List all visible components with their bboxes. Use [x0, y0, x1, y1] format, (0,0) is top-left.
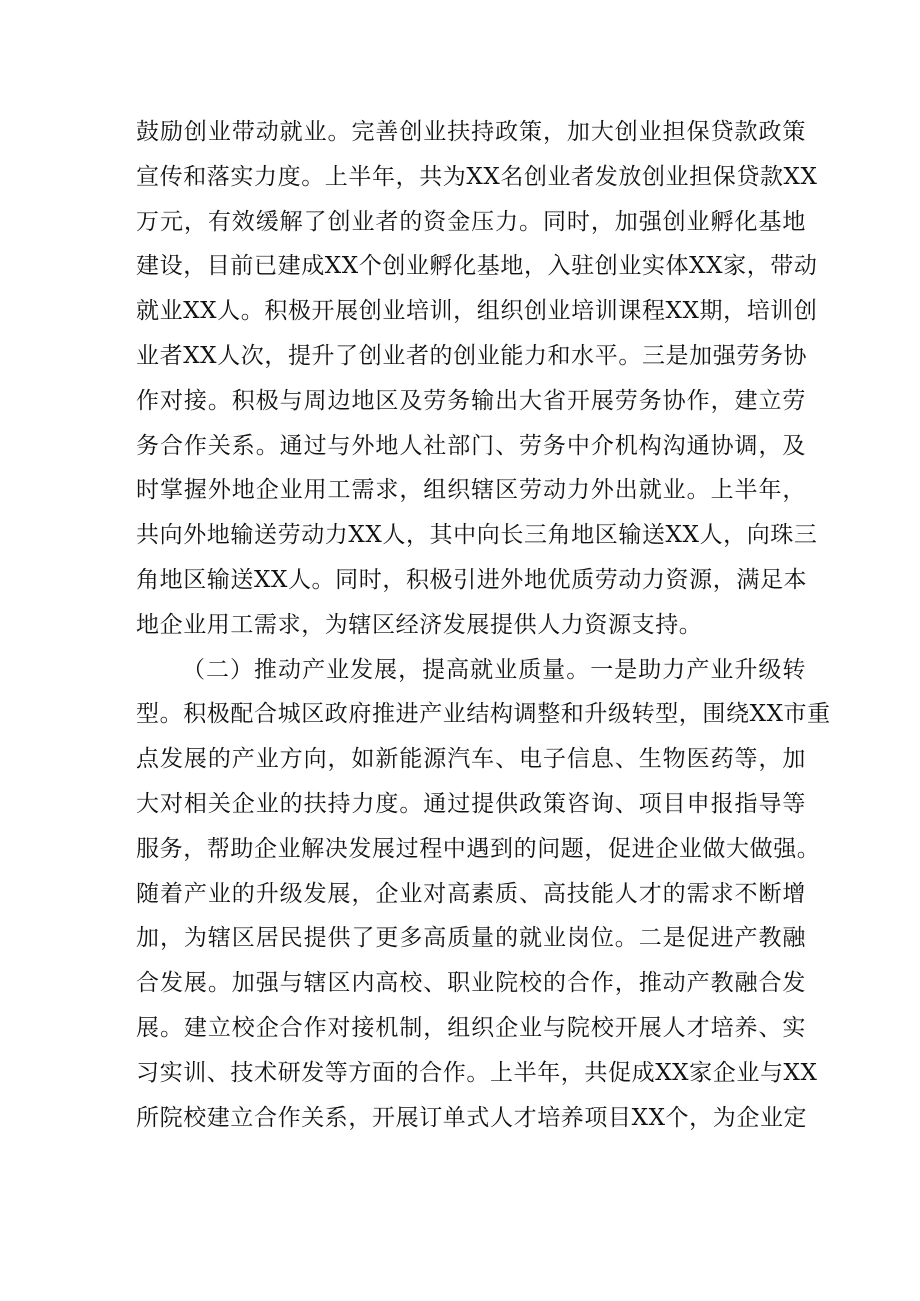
text-line: 展。建立校企合作对接机制，组织企业与院校开展人才培养、实 [136, 1014, 806, 1041]
text-line: 服务，帮助企业解决发展过程中遇到的问题，促进企业做大做强。 [136, 835, 821, 862]
text-line: 随着产业的升级发展，企业对高素质、高技能人才的需求不断增 [136, 880, 806, 907]
text-line: 所院校建立合作关系，开展订单式人才培养项目XX个，为企业定 [136, 1104, 808, 1131]
text-line: 建设，目前已建成XX个创业孵化基地，入驻创业实体XX家，带动 [136, 253, 818, 280]
text-line: 宣传和落实力度。上半年，共为XX名创业者发放创业担保贷款XX [136, 163, 818, 190]
text-line: 鼓励创业带动就业。完善创业扶持政策，加大创业担保贷款政策 [136, 119, 806, 145]
text-line: 加，为辖区居民提供了更多高质量的就业岗位。二是促进产教融 [136, 925, 806, 952]
text-line: 就业XX人。积极开展创业培训，组织创业培训课程XX期，培训创 [136, 298, 818, 325]
text-line: 大对相关企业的扶持力度。通过提供政策咨询、项目申报指导等 [136, 790, 806, 817]
text-line: 习实训、技术研发等方面的合作。上半年，共促成XX家企业与XX [136, 1059, 818, 1086]
text-line: 业者XX人次，提升了创业者的创业能力和水平。三是加强劳务协 [136, 342, 808, 369]
body-text [136, 110, 831, 1140]
text-line: 地企业用工需求，为辖区经济发展提供人力资源支持。 [136, 611, 703, 638]
text-line: 务合作关系。通过与外地人社部门、劳务中介机构沟通协调，及 [136, 432, 806, 459]
text-line: 角地区输送XX人。同时，积极引进外地优质劳动力资源，满足本 [136, 566, 808, 593]
text-line: 合发展。加强与辖区内高校、职业院校的合作，推动产教融合发 [136, 970, 806, 997]
text-line: （二）推动产业发展，提高就业质量。一是助力产业升级转 [182, 656, 806, 683]
text-line: 万元，有效缓解了创业者的资金压力。同时，加强创业孵化基地 [136, 208, 806, 235]
text-line: 作对接。积极与周边地区及劳务输出大省开展劳务协作，建立劳 [136, 387, 806, 414]
text-line: 共向外地输送劳动力XX人，其中向长三角地区输送XX人，向珠三 [136, 522, 818, 549]
text-line: 时掌握外地企业用工需求，组织辖区劳动力外出就业。上半年， [136, 477, 806, 504]
text-line: 点发展的产业方向，如新能源汽车、电子信息、生物医药等，加 [136, 746, 806, 773]
text-line: 型。积极配合城区政府推进产业结构调整和升级转型，围绕XX市重 [136, 701, 831, 728]
